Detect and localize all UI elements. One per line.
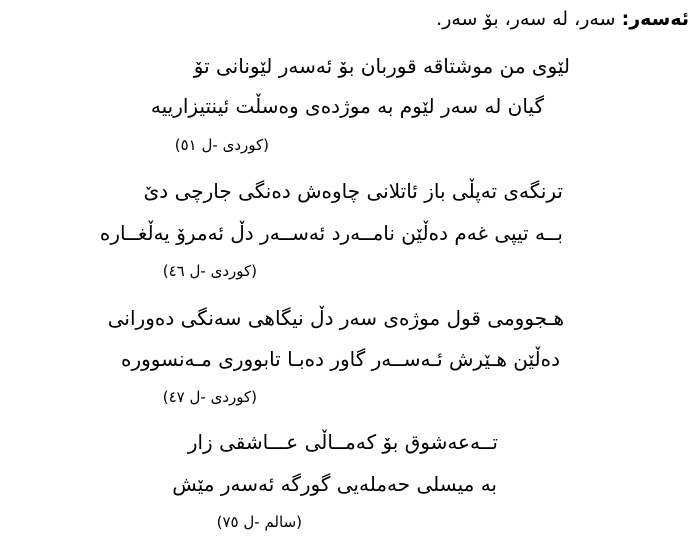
dictionary-entry [436,10,689,29]
verse-line: گیان لە سەر لێوم بە موژدەی وەسڵت ئینتیزارییە [150,94,544,118]
entry-term: ئەسەر: [621,8,689,30]
verse-line: تــەعەشوق بۆ کەمــاڵی عـــاشقی زار [187,430,498,454]
verse-line: بــە تیپی غەم دەڵێن نامــەرد ئەســەر دڵ ئەمرۆ یەڵغــارە [99,221,563,245]
source-citation: (کوردی -ل ٤٦) [162,262,257,280]
verse-line: بە میسلی حەملەیی گورگە ئەسەر مێش [172,472,497,496]
source-citation: (کوردی -ل ٥١) [174,136,269,154]
verse-line: ترنگەی تەپڵی باز ئاتلانی چاوەش دەنگی جارچی دێ [143,179,563,203]
verse-line: دەڵێن هـێرش ئـەســەر گاور دەبـا تابووری مـەنسوورە [121,347,560,371]
verse-line: هـجوومی قول موژەی سەر دڵ نیگاهی سەنگی دەورانی [107,306,564,330]
source-citation: (سالم -ل ٧٥) [216,513,302,531]
entry-definition: سەر، لە سەر، بۆ سەر. [436,8,616,30]
verse-line: لێوی من موشتاقە قوربان بۆ ئەسەر لێونانی تۆ [193,54,570,78]
source-citation: (کوردی -ل ٤٧) [162,388,257,406]
